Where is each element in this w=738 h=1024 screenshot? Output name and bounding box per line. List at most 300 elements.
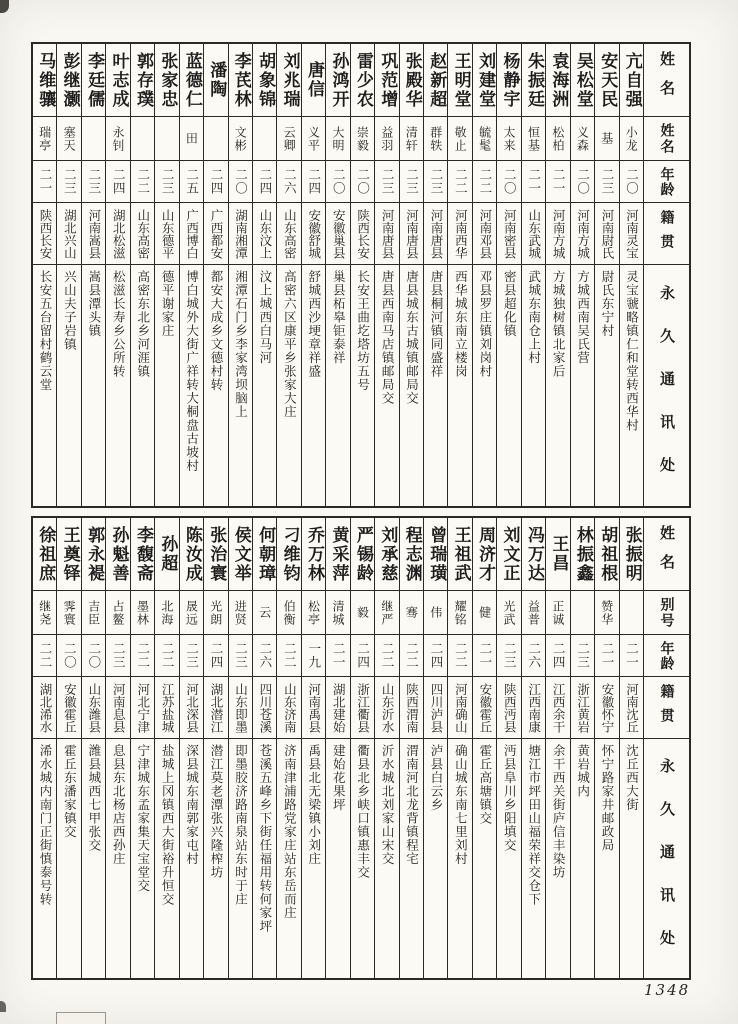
person-address: 高密东北乡河涯镇: [135, 270, 151, 378]
person-name: 何朝璋: [253, 518, 276, 591]
person-column: [33, 44, 56, 506]
person-address: 怀宁路家井邮政局: [600, 744, 616, 852]
person-name: 张振明: [620, 518, 643, 591]
header-native: 籍贯: [644, 677, 689, 739]
person-age: 二三: [180, 635, 203, 677]
person-name: 程志渊: [400, 518, 423, 591]
person-address: 泸县白云乡: [428, 744, 444, 812]
person-alias: 进贤: [229, 591, 252, 635]
person-alias: 清轩: [400, 117, 423, 161]
person-column: [472, 44, 496, 506]
person-alias: 骞: [400, 591, 423, 635]
person-column: [570, 44, 594, 506]
person-alias: [253, 117, 276, 161]
person-name: 王祖武: [448, 518, 471, 591]
person-column: [105, 44, 129, 506]
person-native-place: 山东高密: [131, 203, 154, 265]
person-age: 二二: [131, 161, 154, 203]
person-column: [570, 518, 594, 978]
person-column: [399, 44, 423, 506]
person-column: [350, 518, 374, 978]
person-address: 舒城西沙埂章祥盛: [306, 270, 322, 378]
person-address: 松滋长寿乡公所转: [111, 270, 127, 378]
person-age: 二四: [302, 161, 325, 203]
person-address: 息县东北杨店西孙庄: [111, 744, 127, 866]
person-column: [154, 518, 178, 978]
person-age: 二〇: [620, 161, 643, 203]
person-column: [301, 44, 325, 506]
person-name: 胡象锦: [253, 44, 276, 117]
person-alias: [620, 591, 643, 635]
person-alias: 光朗: [204, 591, 227, 635]
person-age: 二二: [473, 161, 496, 203]
header-name: 姓名: [644, 44, 689, 117]
person-name: 刘建堂: [473, 44, 496, 117]
person-native-place: 湖北兴山: [57, 203, 80, 265]
person-name: 赵新超: [424, 44, 447, 117]
person-age: 二二: [448, 635, 471, 677]
person-age: 二五: [180, 161, 203, 203]
person-native-place: 湖南湘潭: [229, 203, 252, 265]
person-column: [399, 518, 423, 978]
person-age: 二〇: [57, 635, 80, 677]
person-address: 确山城东南七里刘村: [453, 744, 469, 866]
person-name: 马维骧: [33, 44, 56, 117]
person-alias: 云: [253, 591, 276, 635]
person-address: 宁津城东孟家集天宝堂交: [135, 744, 151, 893]
person-alias: 田: [180, 117, 203, 161]
person-name: 雷少农: [351, 44, 374, 117]
person-alias: 太来: [497, 117, 520, 161]
person-column: [56, 44, 80, 506]
person-name: 张治寰: [204, 518, 227, 591]
person-native-place: 安徽巢县: [326, 203, 349, 265]
person-age: 二二: [33, 635, 56, 677]
person-age: 二六: [253, 635, 276, 677]
person-native-place: 江西南康: [522, 677, 545, 739]
person-native-place: 山东德平: [155, 203, 178, 265]
person-native-place: 广西博白: [180, 203, 203, 265]
person-name: 周济才: [473, 518, 496, 591]
person-age: 二一: [522, 161, 545, 203]
person-alias: 继尧: [33, 591, 56, 635]
person-native-place: 河南确山: [448, 677, 471, 739]
person-column: [228, 518, 252, 978]
person-alias: 伟: [424, 591, 447, 635]
person-native-place: 安徽舒城: [302, 203, 325, 265]
person-column: [619, 44, 643, 506]
person-name: 郭存璞: [131, 44, 154, 117]
person-address: 嵩县潭头镇: [86, 270, 102, 338]
person-alias: 瑞亭: [33, 117, 56, 161]
person-age: 二二: [400, 635, 423, 677]
person-column: [619, 518, 643, 978]
person-age: 二三: [400, 161, 423, 203]
person-name: 吴松堂: [571, 44, 594, 117]
person-address: 霍丘东潘家镇交: [62, 744, 78, 839]
person-name: 王昌: [546, 518, 569, 591]
person-name: 孙鸿开: [326, 44, 349, 117]
person-alias: 大明: [326, 117, 349, 161]
person-column: [496, 44, 520, 506]
person-address: 霍丘高塘镇交: [477, 744, 493, 825]
person-age: 二二: [155, 635, 178, 677]
person-column: [130, 518, 154, 978]
person-alias: 益普: [522, 591, 545, 635]
person-column: [81, 518, 105, 978]
person-native-place: 河南灵宝: [620, 203, 643, 265]
person-address: 湘潭石门乡李家湾坝脑上: [233, 270, 249, 419]
person-column: [301, 518, 325, 978]
person-native-place: 山东即墨: [229, 677, 252, 739]
person-address: 唐县西南马店镇邮局交: [380, 270, 396, 405]
person-address: 黄岩城内: [575, 744, 591, 798]
person-native-place: 安徽霍丘: [473, 677, 496, 739]
person-alias: 正诚: [546, 591, 569, 635]
person-name: 朱振廷: [522, 44, 545, 117]
person-alias: 云卿: [277, 117, 300, 161]
person-native-place: 山东潍县: [82, 677, 105, 739]
person-native-place: 河南密县: [497, 203, 520, 265]
person-alias: 毓髦: [473, 117, 496, 161]
person-address: 即墨胶济路南泉站东时于庄: [233, 744, 249, 906]
person-age: 二三: [57, 161, 80, 203]
person-name: 刘承慈: [375, 518, 398, 591]
person-alias: 义平: [302, 117, 325, 161]
person-age: 二〇: [497, 161, 520, 203]
person-age: 二三: [82, 161, 105, 203]
person-column: [374, 44, 398, 506]
person-alias: 伯衡: [277, 591, 300, 635]
person-column: [228, 44, 252, 506]
person-address: 唐县桐河镇同盛祥: [428, 270, 444, 378]
person-column: [179, 44, 203, 506]
person-name: 侯文举: [229, 518, 252, 591]
person-name: 王奠铎: [57, 518, 80, 591]
header-column: [643, 518, 689, 978]
person-native-place: 河北深县: [180, 677, 203, 739]
person-age: 二三: [571, 635, 594, 677]
scan-artifact-left-bottom: [0, 1001, 6, 1012]
person-native-place: 河南沈丘: [620, 677, 643, 739]
person-age: 二三: [375, 161, 398, 203]
person-age: 二一: [595, 635, 618, 677]
person-alias: [204, 117, 227, 161]
person-age: 一九: [302, 635, 325, 677]
person-alias: 晟远: [180, 591, 203, 635]
person-native-place: 四川苍溪: [253, 677, 276, 739]
person-age: 二三: [155, 161, 178, 203]
header-column: [643, 44, 689, 506]
person-age: 二三: [424, 161, 447, 203]
person-age: 二一: [326, 635, 349, 677]
person-name: 陈汝成: [180, 518, 203, 591]
person-native-place: 河南尉氏: [595, 203, 618, 265]
person-name: 王明堂: [448, 44, 471, 117]
person-alias: 松亭: [302, 591, 325, 635]
person-native-place: 陕西长安: [33, 203, 56, 265]
person-address: 都安大成乡文德村转: [209, 270, 225, 392]
person-age: 二三: [229, 635, 252, 677]
person-native-place: 浙江衢县: [351, 677, 374, 739]
person-name: 刘兆瑞: [277, 44, 300, 117]
person-name: 冯万达: [522, 518, 545, 591]
person-age: 二二: [375, 635, 398, 677]
registry-table-bottom: [31, 516, 691, 980]
person-address: 深县城东南郭家屯村: [184, 744, 200, 866]
person-alias: 占鳌: [106, 591, 129, 635]
person-column: [423, 518, 447, 978]
person-column: [33, 518, 56, 978]
person-name: 张殿华: [400, 44, 423, 117]
person-name: 袁海洲: [546, 44, 569, 117]
person-address: 沂水城北刘家山宋交: [380, 744, 396, 866]
person-alias: 耀铭: [448, 591, 471, 635]
person-native-place: 山东武城: [522, 203, 545, 265]
person-native-place: 河南方城: [546, 203, 569, 265]
person-native-place: 广西都安: [204, 203, 227, 265]
person-alias: 塞天: [57, 117, 80, 161]
person-alias: 墨林: [131, 591, 154, 635]
person-native-place: 陕西长安: [351, 203, 374, 265]
header-alias: 别号: [644, 591, 689, 635]
person-native-place: 江苏盐城: [155, 677, 178, 739]
header-address: 永久通讯处: [657, 285, 676, 500]
person-alias: [82, 117, 105, 161]
person-native-place: 湖北浠水: [33, 677, 56, 739]
person-column: [130, 44, 154, 506]
person-address: 德平谢家庄: [160, 270, 176, 338]
person-alias: 毅: [351, 591, 374, 635]
person-column: [496, 518, 520, 978]
person-column: [545, 44, 569, 506]
person-name: 杨静宇: [497, 44, 520, 117]
person-native-place: 陕西沔县: [497, 677, 520, 739]
person-address: 渭南河北龙背镇程宅: [404, 744, 420, 866]
person-name: 乔万林: [302, 518, 325, 591]
person-native-place: 山东高密: [277, 203, 300, 265]
scan-artifact-top-left: [0, 0, 9, 13]
person-name: 黄采萍: [326, 518, 349, 591]
person-address: 潍县城西七甲张交: [86, 744, 102, 852]
person-name: 巩范增: [375, 44, 398, 117]
person-name: 郭永褆: [82, 518, 105, 591]
person-age: 二一: [546, 161, 569, 203]
person-column: [594, 518, 618, 978]
person-address: 巢县柘皋钜泰祥: [331, 270, 347, 365]
person-name: 亢自强: [620, 44, 643, 117]
person-alias: [155, 117, 178, 161]
person-address: 方城西南吴氏营: [575, 270, 591, 365]
person-address: 塘江市坪田山福荣祥交仓下: [526, 744, 542, 906]
person-column: [276, 44, 300, 506]
person-alias: 益羽: [375, 117, 398, 161]
header-address: 永久通讯处: [657, 758, 676, 973]
person-age: 二三: [106, 635, 129, 677]
person-address: 高密六区康平乡张家大庄: [282, 270, 298, 419]
person-native-place: 山东沂水: [375, 677, 398, 739]
person-age: 二四: [253, 161, 276, 203]
person-name: 曾瑞璜: [424, 518, 447, 591]
person-alias: 文彬: [229, 117, 252, 161]
person-column: [203, 44, 227, 506]
person-name: 孙魁善: [106, 518, 129, 591]
person-name: 彭继灏: [57, 44, 80, 117]
page-number: 1348: [644, 981, 691, 999]
person-address: 灵宝虢略镇仁和堂转西华村: [624, 270, 640, 432]
person-address: 方城独树镇北家后: [551, 270, 567, 378]
person-alias: 崇毅: [351, 117, 374, 161]
person-native-place: 河南唐县: [375, 203, 398, 265]
person-alias: 北海: [155, 591, 178, 635]
person-age: 二三: [497, 635, 520, 677]
person-address: 衢县北乡峡口镇惠丰交: [355, 744, 371, 879]
person-address: 浠水城内南门正街慎泰号转: [37, 744, 53, 906]
header-alias: 姓名: [644, 117, 689, 161]
person-column: [56, 518, 80, 978]
person-name: 张家忠: [155, 44, 178, 117]
person-name: 潘陶: [204, 44, 227, 117]
person-column: [521, 518, 545, 978]
person-alias: [571, 591, 594, 635]
person-address: 尉氏东宁村: [600, 270, 616, 338]
header-age: 年龄: [644, 635, 689, 677]
person-age: 二〇: [571, 161, 594, 203]
person-address: 武城东南仓上村: [526, 270, 542, 365]
person-age: 二二: [131, 635, 154, 677]
header-name: 姓名: [644, 518, 689, 591]
person-age: 二一: [473, 635, 496, 677]
person-column: [252, 518, 276, 978]
person-column: [472, 518, 496, 978]
person-age: 二四: [106, 161, 129, 203]
person-column: [203, 518, 227, 978]
person-column: [545, 518, 569, 978]
person-age: 二四: [546, 635, 569, 677]
person-age: 二〇: [351, 161, 374, 203]
person-alias: 基: [595, 117, 618, 161]
person-address: 沔县阜川乡阳填交: [502, 744, 518, 852]
person-native-place: 山东汶上: [253, 203, 276, 265]
person-alias: 小龙: [620, 117, 643, 161]
person-age: 二四: [424, 635, 447, 677]
person-alias: 松柏: [546, 117, 569, 161]
scan-artifact-partial-box: [56, 1012, 106, 1024]
person-column: [105, 518, 129, 978]
person-alias: 健: [473, 591, 496, 635]
person-column: [594, 44, 618, 506]
person-native-place: 湖北松滋: [106, 203, 129, 265]
person-address: 济南津浦路党家庄站东岳而庄: [282, 744, 298, 920]
person-address: 博白城外大街广祥转大桐盘古坡村: [184, 270, 200, 473]
person-name: 李廷儒: [82, 44, 105, 117]
person-native-place: 河南方城: [571, 203, 594, 265]
person-age: 二六: [277, 161, 300, 203]
person-age: 二六: [522, 635, 545, 677]
person-native-place: 河南息县: [106, 677, 129, 739]
person-alias: 霁寰: [57, 591, 80, 635]
person-age: 二二: [277, 635, 300, 677]
person-native-place: 安徽怀宁: [595, 677, 618, 739]
person-name: 林振鑫: [571, 518, 594, 591]
person-age: 二〇: [326, 161, 349, 203]
person-name: 蓝德仁: [180, 44, 203, 117]
person-alias: 永钊: [106, 117, 129, 161]
person-native-place: 湖北建始: [326, 677, 349, 739]
person-address: 沈丘西大街: [624, 744, 640, 812]
person-address: 长安王曲圪塔坊五号: [355, 270, 371, 392]
person-alias: 群轶: [424, 117, 447, 161]
person-age: 二〇: [229, 161, 252, 203]
person-column: [81, 44, 105, 506]
person-address: 盐城上冈镇西大街裕升恒交: [160, 744, 176, 906]
person-column: [521, 44, 545, 506]
person-address: 长安五台留村鹤云堂: [37, 270, 53, 392]
person-native-place: 河南唐县: [400, 203, 423, 265]
person-age: 二一: [33, 161, 56, 203]
person-column: [447, 44, 471, 506]
person-name: 李芪林: [229, 44, 252, 117]
person-age: 二三: [595, 161, 618, 203]
person-column: [252, 44, 276, 506]
person-name: 孙超: [155, 518, 178, 591]
person-alias: 赞华: [595, 591, 618, 635]
person-alias: 敬止: [448, 117, 471, 161]
person-alias: 恒基: [522, 117, 545, 161]
person-native-place: 陕西渭南: [400, 677, 423, 739]
person-name: 叶志成: [106, 44, 129, 117]
person-native-place: 湖北潜江: [204, 677, 227, 739]
person-address: 建始花果坪: [331, 744, 347, 812]
person-native-place: 河北宁津: [131, 677, 154, 739]
person-address: 禹县北无梁镇小刘庄: [306, 744, 322, 866]
person-name: 刁维钧: [277, 518, 300, 591]
person-native-place: 山东济南: [277, 677, 300, 739]
person-address: 余干西关街庐信丰染坊: [551, 744, 567, 879]
person-address: 兴山夫子岩镇: [62, 270, 78, 351]
person-age: 二二: [448, 161, 471, 203]
person-name: 刘文正: [497, 518, 520, 591]
person-name: 严锡龄: [351, 518, 374, 591]
person-column: [350, 44, 374, 506]
person-native-place: 河南禹县: [302, 677, 325, 739]
person-native-place: 四川泸县: [424, 677, 447, 739]
person-native-place: 河南唐县: [424, 203, 447, 265]
person-age: 二四: [204, 635, 227, 677]
person-column: [154, 44, 178, 506]
person-address: 密县超化镇: [502, 270, 518, 338]
person-address: 唐县城东古城镇邮局交: [404, 270, 420, 405]
registry-table-top: [31, 42, 691, 508]
person-name: 胡祖根: [595, 518, 618, 591]
header-age: 年龄: [644, 161, 689, 203]
person-alias: 义森: [571, 117, 594, 161]
person-native-place: 浙江黄岩: [571, 677, 594, 739]
person-address: 邓县罗庄镇刘岗村: [477, 270, 493, 378]
person-column: [325, 44, 349, 506]
header-native: 籍贯: [644, 203, 689, 265]
person-native-place: 江西余干: [546, 677, 569, 739]
person-age: 二一: [620, 635, 643, 677]
person-name: 唐信: [302, 44, 325, 117]
person-alias: [131, 117, 154, 161]
person-age: 二四: [351, 635, 374, 677]
person-native-place: 河南嵩县: [82, 203, 105, 265]
person-age: 二四: [204, 161, 227, 203]
person-column: [423, 44, 447, 506]
person-alias: 继严: [375, 591, 398, 635]
person-name: 李馥斋: [131, 518, 154, 591]
